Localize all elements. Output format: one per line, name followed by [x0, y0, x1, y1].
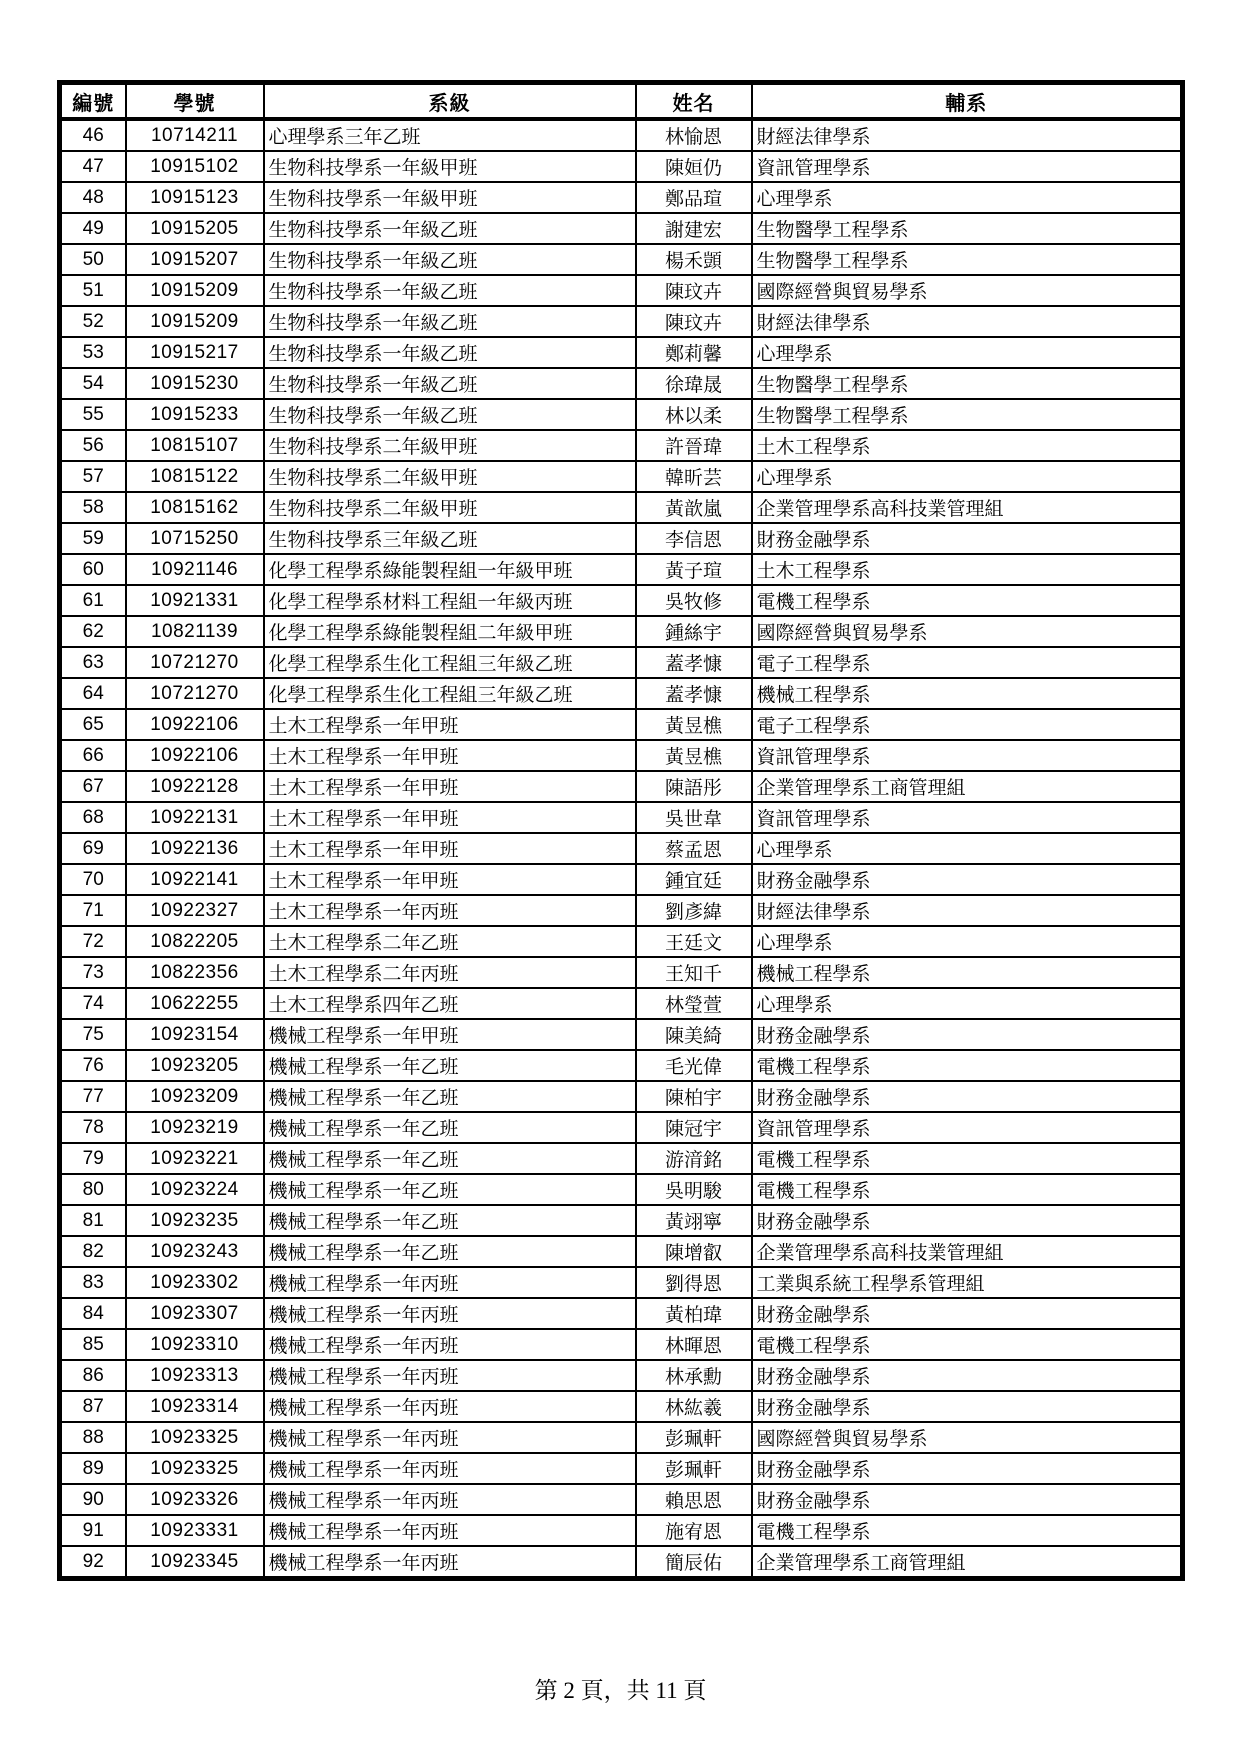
cell-student-id: 10915209 — [126, 306, 264, 337]
table-row — [60, 1298, 1183, 1329]
cell-student-id: 10921146 — [126, 554, 264, 585]
cell-department-class: 生物科技學系一年級乙班 — [264, 306, 636, 337]
cell-student-id: 10923243 — [126, 1236, 264, 1267]
cell-no: 66 — [60, 740, 126, 771]
cell-student-id: 10923302 — [126, 1267, 264, 1298]
cell-department-class: 生物科技學系一年級乙班 — [264, 213, 636, 244]
cell-minor-department: 財務金融學系 — [752, 864, 1183, 895]
cell-name: 游湇銘 — [636, 1143, 752, 1174]
cell-name: 陳玟卉 — [636, 275, 752, 306]
table-row — [60, 1422, 1183, 1453]
document-page — [57, 80, 1185, 1581]
cell-minor-department: 電機工程學系 — [752, 585, 1183, 616]
cell-name: 吳世韋 — [636, 802, 752, 833]
table-row — [60, 213, 1183, 244]
cell-name: 吳明駿 — [636, 1174, 752, 1205]
cell-student-id: 10923310 — [126, 1329, 264, 1360]
cell-student-id: 10923205 — [126, 1050, 264, 1081]
cell-student-id: 10922106 — [126, 740, 264, 771]
cell-name: 鄭品瑄 — [636, 182, 752, 213]
table-row — [60, 430, 1183, 461]
cell-no: 86 — [60, 1360, 126, 1391]
table-header — [60, 83, 1183, 120]
cell-department-class: 機械工程學系一年乙班 — [264, 1205, 636, 1236]
cell-no: 77 — [60, 1081, 126, 1112]
cell-student-id: 10715250 — [126, 523, 264, 554]
cell-student-id: 10915123 — [126, 182, 264, 213]
table-row — [60, 1267, 1183, 1298]
cell-no: 56 — [60, 430, 126, 461]
table-row — [60, 182, 1183, 213]
cell-department-class: 生物科技學系二年級甲班 — [264, 492, 636, 523]
cell-department-class: 土木工程學系一年甲班 — [264, 740, 636, 771]
cell-minor-department: 企業管理學系高科技業管理組 — [752, 492, 1183, 523]
cell-name: 韓昕芸 — [636, 461, 752, 492]
cell-no: 91 — [60, 1515, 126, 1546]
cell-minor-department: 心理學系 — [752, 988, 1183, 1019]
cell-no: 72 — [60, 926, 126, 957]
cell-minor-department: 企業管理學系工商管理組 — [752, 771, 1183, 802]
cell-no: 53 — [60, 337, 126, 368]
cell-department-class: 機械工程學系一年丙班 — [264, 1453, 636, 1484]
cell-name: 陳冠宇 — [636, 1112, 752, 1143]
cell-no: 92 — [60, 1546, 126, 1579]
cell-no: 79 — [60, 1143, 126, 1174]
table-row — [60, 1391, 1183, 1422]
table-row — [60, 585, 1183, 616]
cell-minor-department: 國際經營與貿易學系 — [752, 1422, 1183, 1453]
cell-no: 70 — [60, 864, 126, 895]
cell-student-id: 10923235 — [126, 1205, 264, 1236]
cell-student-id: 10922131 — [126, 802, 264, 833]
cell-no: 71 — [60, 895, 126, 926]
cell-name: 蓋孝慷 — [636, 678, 752, 709]
cell-name: 黃子瑄 — [636, 554, 752, 585]
cell-name: 陳語彤 — [636, 771, 752, 802]
cell-minor-department: 生物醫學工程學系 — [752, 244, 1183, 275]
table-row — [60, 740, 1183, 771]
cell-department-class: 機械工程學系一年甲班 — [264, 1019, 636, 1050]
cell-minor-department: 資訊管理學系 — [752, 1112, 1183, 1143]
cell-no: 88 — [60, 1422, 126, 1453]
cell-no: 59 — [60, 523, 126, 554]
cell-no: 89 — [60, 1453, 126, 1484]
cell-minor-department: 心理學系 — [752, 337, 1183, 368]
cell-department-class: 生物科技學系一年級乙班 — [264, 399, 636, 430]
cell-student-id: 10923219 — [126, 1112, 264, 1143]
cell-no: 90 — [60, 1484, 126, 1515]
cell-no: 74 — [60, 988, 126, 1019]
cell-department-class: 機械工程學系一年丙班 — [264, 1329, 636, 1360]
table-row — [60, 306, 1183, 337]
cell-no: 82 — [60, 1236, 126, 1267]
cell-name: 陳美綺 — [636, 1019, 752, 1050]
cell-name: 鍾宜廷 — [636, 864, 752, 895]
cell-department-class: 生物科技學系一年級乙班 — [264, 244, 636, 275]
cell-name: 簡辰佑 — [636, 1546, 752, 1579]
cell-name: 王廷文 — [636, 926, 752, 957]
cell-department-class: 土木工程學系一年甲班 — [264, 802, 636, 833]
cell-department-class: 生物科技學系一年級乙班 — [264, 368, 636, 399]
cell-minor-department: 企業管理學系工商管理組 — [752, 1546, 1183, 1579]
cell-minor-department: 心理學系 — [752, 833, 1183, 864]
cell-department-class: 土木工程學系一年甲班 — [264, 771, 636, 802]
cell-student-id: 10923307 — [126, 1298, 264, 1329]
cell-no: 69 — [60, 833, 126, 864]
cell-no: 51 — [60, 275, 126, 306]
cell-no: 61 — [60, 585, 126, 616]
cell-minor-department: 財務金融學系 — [752, 1453, 1183, 1484]
cell-student-id: 10822356 — [126, 957, 264, 988]
cell-student-id: 10923331 — [126, 1515, 264, 1546]
cell-department-class: 土木工程學系四年乙班 — [264, 988, 636, 1019]
cell-minor-department: 生物醫學工程學系 — [752, 213, 1183, 244]
cell-name: 彭珮軒 — [636, 1422, 752, 1453]
cell-name: 謝建宏 — [636, 213, 752, 244]
cell-student-id: 10922327 — [126, 895, 264, 926]
cell-name: 蔡孟恩 — [636, 833, 752, 864]
cell-department-class: 生物科技學系一年級甲班 — [264, 151, 636, 182]
cell-name: 毛光偉 — [636, 1050, 752, 1081]
cell-minor-department: 心理學系 — [752, 182, 1183, 213]
table-row — [60, 1515, 1183, 1546]
table-row — [60, 678, 1183, 709]
cell-no: 81 — [60, 1205, 126, 1236]
cell-department-class: 土木工程學系一年甲班 — [264, 709, 636, 740]
cell-no: 48 — [60, 182, 126, 213]
cell-no: 85 — [60, 1329, 126, 1360]
page-number-footer: 第 2 頁，共 11 頁 — [534, 1678, 707, 1703]
table-row — [60, 1360, 1183, 1391]
table-row — [60, 833, 1183, 864]
cell-department-class: 機械工程學系一年丙班 — [264, 1298, 636, 1329]
student-table-body — [60, 119, 1183, 1579]
cell-student-id: 10815107 — [126, 430, 264, 461]
cell-name: 賴思恩 — [636, 1484, 752, 1515]
cell-minor-department: 機械工程學系 — [752, 957, 1183, 988]
cell-no: 87 — [60, 1391, 126, 1422]
cell-name: 陳玟卉 — [636, 306, 752, 337]
cell-name: 林瑩萱 — [636, 988, 752, 1019]
cell-minor-department: 資訊管理學系 — [752, 151, 1183, 182]
cell-name: 陳柏宇 — [636, 1081, 752, 1112]
cell-minor-department: 電機工程學系 — [752, 1329, 1183, 1360]
table-row — [60, 957, 1183, 988]
cell-department-class: 土木工程學系二年乙班 — [264, 926, 636, 957]
cell-minor-department: 財務金融學系 — [752, 1484, 1183, 1515]
cell-department-class: 機械工程學系一年乙班 — [264, 1174, 636, 1205]
cell-minor-department: 電機工程學系 — [752, 1515, 1183, 1546]
cell-no: 64 — [60, 678, 126, 709]
table-row — [60, 1112, 1183, 1143]
cell-name: 劉彥緯 — [636, 895, 752, 926]
table-row — [60, 1143, 1183, 1174]
cell-student-id: 10923326 — [126, 1484, 264, 1515]
cell-student-id: 10915230 — [126, 368, 264, 399]
cell-name: 林暉恩 — [636, 1329, 752, 1360]
table-row — [60, 399, 1183, 430]
cell-no: 63 — [60, 647, 126, 678]
cell-no: 62 — [60, 616, 126, 647]
cell-student-id: 10821139 — [126, 616, 264, 647]
table-row — [60, 926, 1183, 957]
cell-no: 47 — [60, 151, 126, 182]
cell-minor-department: 財務金融學系 — [752, 1298, 1183, 1329]
cell-department-class: 化學工程學系綠能製程組一年級甲班 — [264, 554, 636, 585]
cell-student-id: 10922141 — [126, 864, 264, 895]
cell-student-id: 10923221 — [126, 1143, 264, 1174]
cell-no: 84 — [60, 1298, 126, 1329]
cell-minor-department: 電機工程學系 — [752, 1174, 1183, 1205]
cell-minor-department: 生物醫學工程學系 — [752, 368, 1183, 399]
cell-student-id: 10923154 — [126, 1019, 264, 1050]
cell-student-id: 10923209 — [126, 1081, 264, 1112]
cell-name: 林以柔 — [636, 399, 752, 430]
table-row — [60, 1546, 1183, 1579]
table-row — [60, 802, 1183, 833]
table-row — [60, 461, 1183, 492]
cell-department-class: 生物科技學系二年級甲班 — [264, 430, 636, 461]
cell-department-class: 機械工程學系一年乙班 — [264, 1050, 636, 1081]
cell-name: 陳姮仍 — [636, 151, 752, 182]
cell-minor-department: 土木工程學系 — [752, 554, 1183, 585]
cell-minor-department: 國際經營與貿易學系 — [752, 275, 1183, 306]
table-row — [60, 1329, 1183, 1360]
table-row — [60, 554, 1183, 585]
cell-department-class: 機械工程學系一年丙班 — [264, 1391, 636, 1422]
cell-no: 83 — [60, 1267, 126, 1298]
table-row — [60, 1081, 1183, 1112]
cell-minor-department: 電機工程學系 — [752, 1143, 1183, 1174]
table-row — [60, 771, 1183, 802]
cell-name: 楊禾顗 — [636, 244, 752, 275]
cell-department-class: 機械工程學系一年丙班 — [264, 1546, 636, 1579]
cell-student-id: 10622255 — [126, 988, 264, 1019]
cell-department-class: 生物科技學系一年級乙班 — [264, 337, 636, 368]
cell-department-class: 化學工程學系綠能製程組二年級甲班 — [264, 616, 636, 647]
cell-name: 吳牧修 — [636, 585, 752, 616]
cell-department-class: 機械工程學系一年丙班 — [264, 1515, 636, 1546]
cell-department-class: 土木工程學系二年丙班 — [264, 957, 636, 988]
cell-student-id: 10915217 — [126, 337, 264, 368]
cell-no: 67 — [60, 771, 126, 802]
table-row — [60, 647, 1183, 678]
cell-department-class: 機械工程學系一年乙班 — [264, 1112, 636, 1143]
cell-no: 65 — [60, 709, 126, 740]
cell-department-class: 生物科技學系一年級甲班 — [264, 182, 636, 213]
cell-name: 林紘羲 — [636, 1391, 752, 1422]
table-row — [60, 1453, 1183, 1484]
cell-student-id: 10923313 — [126, 1360, 264, 1391]
cell-no: 60 — [60, 554, 126, 585]
cell-minor-department: 財務金融學系 — [752, 1019, 1183, 1050]
cell-student-id: 10915209 — [126, 275, 264, 306]
cell-student-id: 10921331 — [126, 585, 264, 616]
table-row — [60, 368, 1183, 399]
table-row — [60, 275, 1183, 306]
header-no: 編號 — [60, 83, 126, 120]
cell-student-id: 10915207 — [126, 244, 264, 275]
header-student-id: 學號 — [126, 83, 264, 120]
cell-department-class: 土木工程學系一年丙班 — [264, 895, 636, 926]
cell-name: 鄭莉馨 — [636, 337, 752, 368]
cell-no: 54 — [60, 368, 126, 399]
cell-department-class: 土木工程學系一年甲班 — [264, 864, 636, 895]
cell-minor-department: 生物醫學工程學系 — [752, 399, 1183, 430]
cell-minor-department: 電機工程學系 — [752, 1050, 1183, 1081]
table-row — [60, 337, 1183, 368]
cell-department-class: 化學工程學系生化工程組三年級乙班 — [264, 647, 636, 678]
cell-minor-department: 財經法律學系 — [752, 306, 1183, 337]
table-row — [60, 895, 1183, 926]
cell-no: 49 — [60, 213, 126, 244]
cell-name: 陳增叡 — [636, 1236, 752, 1267]
cell-minor-department: 電子工程學系 — [752, 647, 1183, 678]
cell-minor-department: 財經法律學系 — [752, 895, 1183, 926]
cell-name: 施宥恩 — [636, 1515, 752, 1546]
cell-department-class: 化學工程學系生化工程組三年級乙班 — [264, 678, 636, 709]
cell-student-id: 10822205 — [126, 926, 264, 957]
cell-minor-department: 財務金融學系 — [752, 523, 1183, 554]
cell-department-class: 機械工程學系一年丙班 — [264, 1484, 636, 1515]
cell-no: 78 — [60, 1112, 126, 1143]
cell-department-class: 生物科技學系二年級甲班 — [264, 461, 636, 492]
table-row — [60, 709, 1183, 740]
cell-minor-department: 國際經營與貿易學系 — [752, 616, 1183, 647]
cell-minor-department: 機械工程學系 — [752, 678, 1183, 709]
cell-name: 彭珮軒 — [636, 1453, 752, 1484]
cell-name: 王知千 — [636, 957, 752, 988]
table-row — [60, 151, 1183, 182]
cell-minor-department: 財務金融學系 — [752, 1081, 1183, 1112]
cell-student-id: 10815162 — [126, 492, 264, 523]
cell-department-class: 機械工程學系一年乙班 — [264, 1081, 636, 1112]
table-row — [60, 119, 1183, 151]
cell-minor-department: 工業與系統工程學系管理組 — [752, 1267, 1183, 1298]
cell-no: 57 — [60, 461, 126, 492]
table-row — [60, 864, 1183, 895]
cell-student-id: 10923325 — [126, 1422, 264, 1453]
table-row — [60, 523, 1183, 554]
cell-student-id: 10815122 — [126, 461, 264, 492]
cell-name: 黃柏瑋 — [636, 1298, 752, 1329]
cell-student-id: 10922106 — [126, 709, 264, 740]
cell-department-class: 機械工程學系一年乙班 — [264, 1143, 636, 1174]
cell-minor-department: 財務金融學系 — [752, 1391, 1183, 1422]
cell-name: 黃昱樵 — [636, 740, 752, 771]
cell-name: 劉得恩 — [636, 1267, 752, 1298]
table-header-row — [60, 83, 1183, 120]
cell-student-id: 10915102 — [126, 151, 264, 182]
cell-student-id: 10915233 — [126, 399, 264, 430]
cell-minor-department: 資訊管理學系 — [752, 802, 1183, 833]
cell-no: 52 — [60, 306, 126, 337]
cell-minor-department: 心理學系 — [752, 461, 1183, 492]
cell-no: 50 — [60, 244, 126, 275]
cell-department-class: 化學工程學系材料工程組一年級丙班 — [264, 585, 636, 616]
cell-student-id: 10721270 — [126, 678, 264, 709]
cell-department-class: 生物科技學系三年級乙班 — [264, 523, 636, 554]
cell-no: 58 — [60, 492, 126, 523]
cell-student-id: 10923345 — [126, 1546, 264, 1579]
table-row — [60, 1050, 1183, 1081]
table-row — [60, 1174, 1183, 1205]
cell-department-class: 機械工程學系一年丙班 — [264, 1422, 636, 1453]
cell-department-class: 心理學系三年乙班 — [264, 119, 636, 151]
cell-student-id: 10922128 — [126, 771, 264, 802]
cell-student-id: 10923224 — [126, 1174, 264, 1205]
cell-no: 73 — [60, 957, 126, 988]
cell-name: 蓋孝慷 — [636, 647, 752, 678]
cell-minor-department: 財務金融學系 — [752, 1360, 1183, 1391]
cell-student-id: 10721270 — [126, 647, 264, 678]
cell-name: 鍾絲宇 — [636, 616, 752, 647]
table-row — [60, 1484, 1183, 1515]
table-row — [60, 1205, 1183, 1236]
table-row — [60, 244, 1183, 275]
cell-department-class: 機械工程學系一年丙班 — [264, 1360, 636, 1391]
cell-minor-department: 電子工程學系 — [752, 709, 1183, 740]
cell-minor-department: 財經法律學系 — [752, 119, 1183, 151]
cell-minor-department: 心理學系 — [752, 926, 1183, 957]
header-minor-department: 輔系 — [752, 83, 1183, 120]
header-department-class: 系級 — [264, 83, 636, 120]
cell-name: 徐瑋晟 — [636, 368, 752, 399]
cell-name: 許晉瑋 — [636, 430, 752, 461]
table-row — [60, 616, 1183, 647]
student-minor-table — [57, 80, 1185, 1581]
cell-no: 76 — [60, 1050, 126, 1081]
cell-name: 黃歆嵐 — [636, 492, 752, 523]
cell-no: 55 — [60, 399, 126, 430]
cell-department-class: 土木工程學系一年甲班 — [264, 833, 636, 864]
cell-no: 80 — [60, 1174, 126, 1205]
table-row — [60, 988, 1183, 1019]
table-row — [60, 1236, 1183, 1267]
cell-student-id: 10922136 — [126, 833, 264, 864]
header-name: 姓名 — [636, 83, 752, 120]
cell-name: 李信恩 — [636, 523, 752, 554]
cell-name: 林愉恩 — [636, 119, 752, 151]
cell-department-class: 生物科技學系一年級乙班 — [264, 275, 636, 306]
table-row — [60, 492, 1183, 523]
cell-minor-department: 土木工程學系 — [752, 430, 1183, 461]
cell-student-id: 10714211 — [126, 119, 264, 151]
cell-student-id: 10923325 — [126, 1453, 264, 1484]
cell-name: 林承勳 — [636, 1360, 752, 1391]
cell-department-class: 機械工程學系一年丙班 — [264, 1267, 636, 1298]
cell-student-id: 10923314 — [126, 1391, 264, 1422]
cell-name: 黃翊寧 — [636, 1205, 752, 1236]
cell-minor-department: 財務金融學系 — [752, 1205, 1183, 1236]
cell-name: 黃昱樵 — [636, 709, 752, 740]
cell-no: 46 — [60, 119, 126, 151]
table-row — [60, 1019, 1183, 1050]
cell-minor-department: 企業管理學系高科技業管理組 — [752, 1236, 1183, 1267]
cell-no: 68 — [60, 802, 126, 833]
cell-department-class: 機械工程學系一年乙班 — [264, 1236, 636, 1267]
cell-student-id: 10915205 — [126, 213, 264, 244]
cell-minor-department: 資訊管理學系 — [752, 740, 1183, 771]
cell-no: 75 — [60, 1019, 126, 1050]
